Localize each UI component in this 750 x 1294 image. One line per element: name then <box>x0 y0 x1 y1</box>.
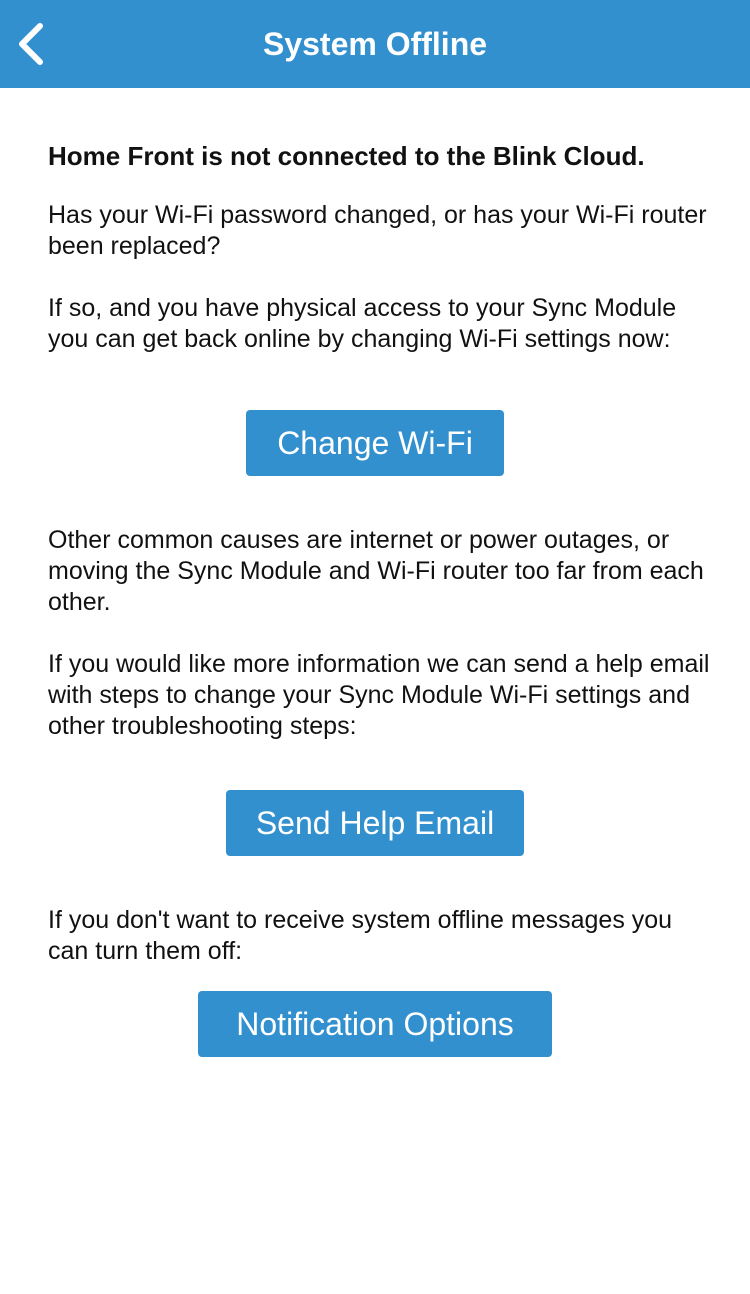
common-causes-text: Other common causes are internet or power outages, or moving the Sync Module and Wi-Fi router too far from each other. <box>48 526 704 616</box>
turn-off-messages-text: If you don't want to receive system offline messages you can turn them off: <box>48 906 673 965</box>
more-info-text: If you would like more information we can send a help email with steps to change your Sync Module Wi-Fi settings and other troubleshooting steps: <box>48 650 710 740</box>
wifi-question-text: Has your Wi-Fi password changed, or has your Wi-Fi router been replaced? <box>48 201 707 260</box>
change-wifi-button[interactable]: Change Wi-Fi <box>246 410 504 476</box>
send-help-email-button[interactable]: Send Help Email <box>226 790 524 856</box>
physical-access-text: If so, and you have physical access to your Sync Module you can get back online by changing Wi-Fi settings now: <box>48 294 677 353</box>
navigation-bar <box>0 0 750 88</box>
offline-headline: Home Front is not connected to the Blink Cloud. <box>48 141 645 171</box>
notification-options-button[interactable]: Notification Options <box>198 991 552 1057</box>
page-title: System Offline <box>262 26 488 62</box>
